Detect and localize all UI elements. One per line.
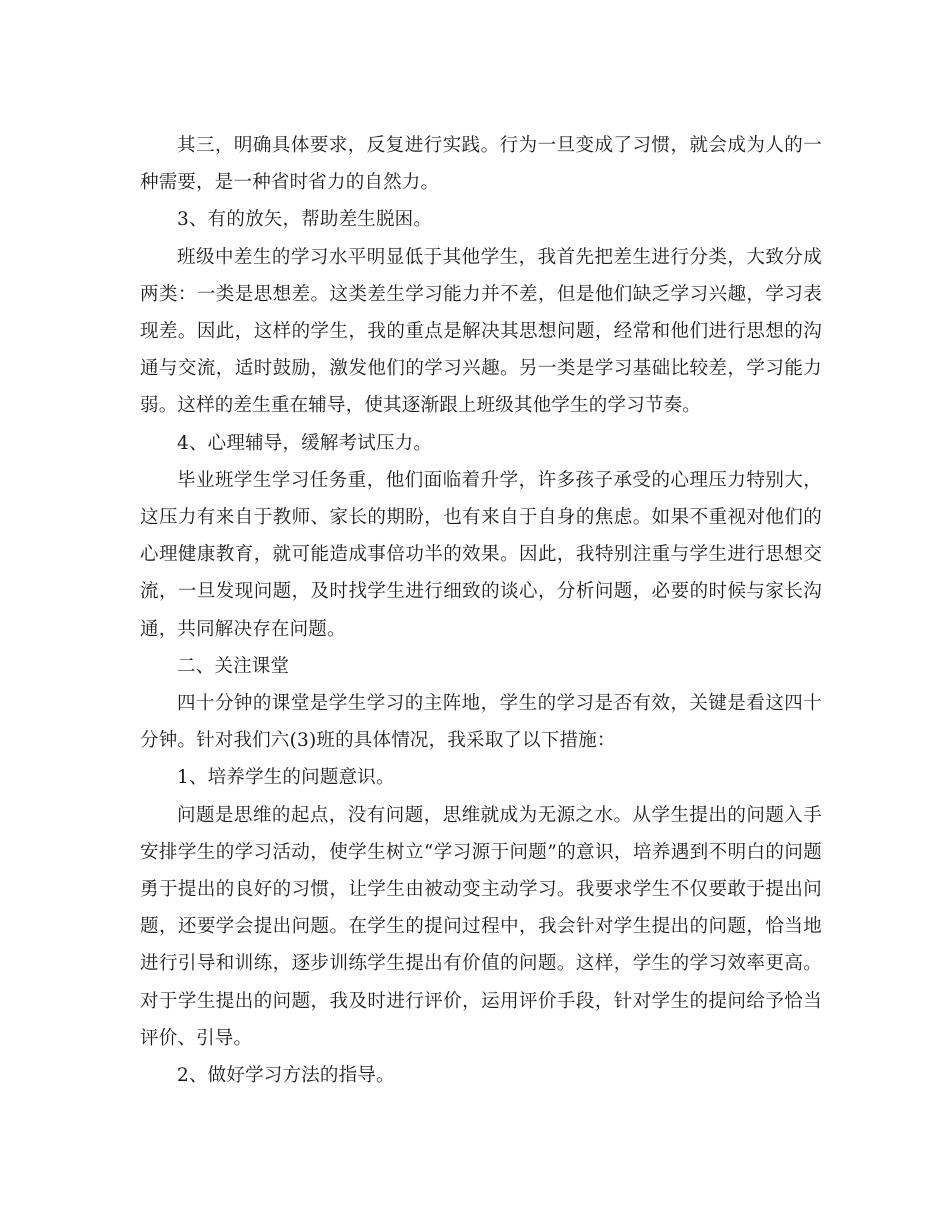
heading-learning-methods: 2、做好学习方法的指导。 [177, 1065, 395, 1087]
heading-focus-classroom: 二、关注课堂 [177, 655, 290, 677]
paragraph-weak-students: 班级中差生的学习水平明显低于其他学生，我首先把差生进行分类，大致分成两类：一类是思想差。这类差生学习能力并不差，但是他们缺乏学习兴趣，学习表现差。因此，这样的学生，我的重点是解决其思想问题，经常和他们进行思想的沟通与交流，适时鼓励，激发他们的学习兴趣。另一类是学习基础比较差，学习能力弱。这样的差生重在辅导，使其逐渐跟上班级其他学生的学习节奏。 [140, 246, 822, 417]
paragraph-psychological-guidance: 毕业班学生学习任务重，他们面临着升学，许多孩子承受的心理压力特别大，这压力有来自于教师、家长的期盼，也有来自于自身的焦虑。如果不重视对他们的心理健康教育，就可能造成事倍功半的效果。因此，我特别注重与学生进行思想交流，一旦发现问题，及时找学生进行细致的谈心，分析问题，必要的时候与家长沟通，共同解决存在问题。 [140, 469, 822, 640]
heading-psychological-guidance: 4、心理辅导，缓解考试压力。 [177, 432, 433, 454]
paragraph-habit-practice: 其三，明确具体要求，反复进行实践。行为一旦变成了习惯，就会成为人的一种需要，是一种省时省力的自然力。 [140, 135, 822, 194]
paragraph-classroom: 四十分钟的课堂是学生学习的主阵地，学生的学习是否有效，关键是看这四十分钟。针对我们六(3)班的具体情况，我采取了以下措施： [140, 693, 822, 752]
paragraph-question-awareness: 问题是思维的起点，没有问题，思维就成为无源之水。从学生提出的问题入手安排学生的学习活动，使学生树立“学习源于问题”的意识，培养遇到不明白的问题勇于提出的良好的习惯，让学生由被动变主动学习。我要求学生不仅要敢于提出问题，还要学会提出问题。在学生的提问过程中，我会针对学生提出的问题，恰当地进行引导和训练，逐步训练学生提出有价值的问题。这样，学生的学习效率更高。对于学生提出的问题，我及时进行评价，运用评价手段，针对学生的提问给予恰当评价、引导。 [140, 804, 822, 1049]
document-body [140, 127, 822, 1094]
heading-question-awareness: 1、培养学生的问题意识。 [177, 767, 395, 789]
heading-help-weak-students: 3、有的放矢，帮助差生脱困。 [177, 209, 433, 231]
